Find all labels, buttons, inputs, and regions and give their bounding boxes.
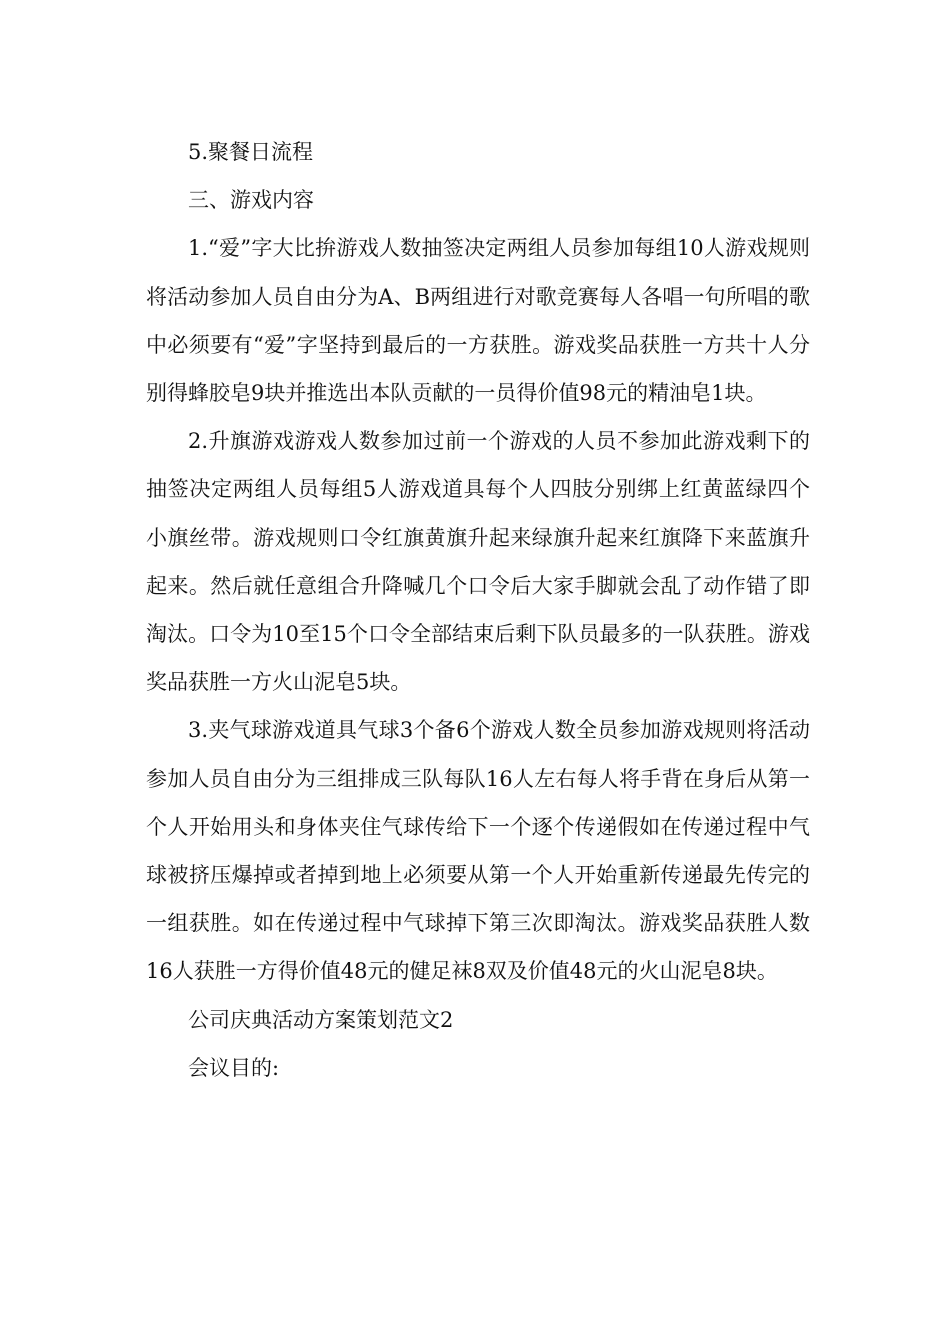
section-heading-meeting-purpose: 会议目的: [188,1055,280,1080]
paragraph-flag-raising-game: 2.升旗游戏游戏人数参加过前一个游戏的人员不参加此游戏剩下的抽签决定两组人员每组5人游戏道具每个人四肢分别绑上红黄蓝绿四个小旗丝带。游戏规则口令红旗黄旗升起来绿旗升起来红旗降下来蓝旗升起来。然后就任意组合升降喊几个口令后大家手脚就会乱了动作错了即淘汰。口令为10至15个口令全部结束后剩下队员最多的一队获胜。游戏奖品获胜一方火山泥皂5块。 [146,429,810,695]
section-heading-game-content: 三、游戏内容 [188,188,314,213]
document-body [146,128,810,1092]
paragraph-balloon-passing-game: 3.夹气球游戏道具气球3个备6个游戏人数全员参加游戏规则将活动参加人员自由分为三组排成三队每队16人左右每人将手背在身后从第一个人开始用头和身体夹住气球传给下一个逐个传递假如在传递过程中气球被挤压爆掉或者掉到地上必须要从第一个人开始重新传递最先传完的一组获胜。如在传递过程中气球掉下第三次即淘汰。游戏奖品获胜人数16人获胜一方得价值48元的健足袜8双及价值48元的火山泥皂8块。 [146,718,810,984]
section-heading-sample-plan-2: 公司庆典活动方案策划范文2 [188,1007,454,1032]
section-heading-dinner-schedule: 5.聚餐日流程 [188,140,314,164]
paragraph-love-song-game: 1.“爱”字大比拚游戏人数抽签决定两组人员参加每组10人游戏规则将活动参加人员自由分为A、B两组进行对歌竞赛每人各唱一句所唱的歌中必须要有“爱”字坚持到最后的一方获胜。游戏奖品获胜一方共十人分别得蜂胶皂9块并推选出本队贡献的一员得价值98元的精油皂1块。 [146,236,810,406]
